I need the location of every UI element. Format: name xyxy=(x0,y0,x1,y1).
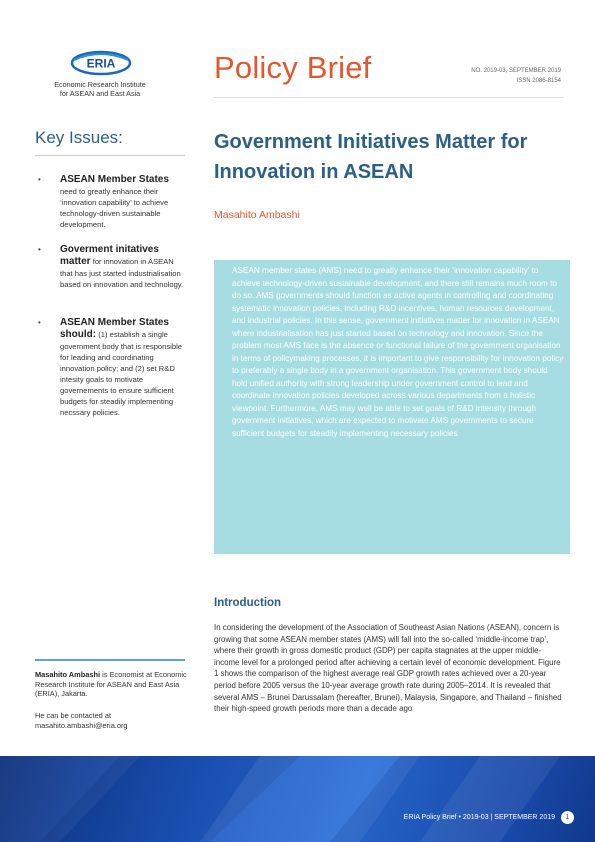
key-issue-text: for innovation in ASEAN that has just started industrialisation based on innovation and technology. xyxy=(60,257,184,289)
introduction-text: In considering the development of the Association of Southeast Asian Nations (ASEAN), concern is growing that some ASEAN member states (AMS) will fall into the so-called ‘middle-income trap’, where their growth in gross domestic product (GDP) per capita stagnates at the upper middle-income level for a prolonged period after achieving a certain level of economic development. Figure 1 shows the comparison of the highest average real GDP growth rates achieved over a 20-year period before 2005 versus the 10-year average growth rate during 2005–2014. It is revealed that several AMS – Brunei Darussalam (hereafter, Brunei), Malaysia, Singapore, and Thailand – finished their high-speed growth periods more than a decade ago xyxy=(214,623,562,714)
key-issue-lead: ASEAN Member States xyxy=(60,174,169,185)
brief-number: NO. 2019-03, SEPTEMBER 2019 xyxy=(471,68,561,74)
logo-text: ERIA xyxy=(86,56,116,71)
author-bio-name: Masahito Ambashi xyxy=(35,670,101,679)
author-contact xyxy=(35,711,187,730)
author-divider xyxy=(35,659,185,661)
contact-label: He can be contacted at xyxy=(35,711,112,720)
contact-email[interactable]: masahito.ambashi@eria.org xyxy=(35,720,128,730)
footer-text: ERIA Policy Brief • 2019-03 | SEPTEMBER 2019 xyxy=(403,814,555,821)
document-title: Government Initiatives Matter for Innovation in ASEAN xyxy=(214,131,528,183)
brief-issn: ISSN 2086-8154 xyxy=(516,78,561,84)
brief-meta xyxy=(440,66,561,86)
institute-name: Economic Research Institute for ASEAN and East Asia xyxy=(54,80,146,98)
author-bio xyxy=(35,670,187,699)
document-author: Masahito Ambashi xyxy=(214,209,300,221)
introduction-heading: Introduction xyxy=(214,597,282,609)
summary-text: ASEAN member states (AMS) need to greatly enhance their ‘innovation capability’ to achieve technology-driven sustainable development, and there still remains much room to do so. AMS governments should function as active agents in controlling and coordinating systematic innovation policies, including R&D incentives, human resources development, and industrial policies. In this sense, government initiatives matter for innovation in ASEAN where industrialisation has just started based on technology and innovation. Since the problem most AMS face is the absence or functional failure of the government organisation in terms of policymaking processes, it is important to give responsibility for innovation policy to preferably a single body in a government organisation. This government body should hold unified authority with strong leadership under government control to lead and coordinate innovation policies developed across various departments from a holistic viewpoint. Furthermore, AMS may well be able to set goals of R&D intensity through government initiatives, which are expected to motivate AMS governments to secure sufficient budgets for steadily implementing necessary policies xyxy=(232,266,564,438)
key-issue-2 xyxy=(38,244,188,290)
page-number: 1 xyxy=(561,811,574,824)
key-issue-3 xyxy=(38,317,188,418)
key-issues-title: Key Issues: xyxy=(35,128,123,147)
footer-pattern xyxy=(0,756,595,842)
key-issue-1 xyxy=(38,174,188,230)
bullet-icon: • xyxy=(38,175,41,184)
bullet-icon: • xyxy=(38,318,41,327)
key-issue-text: need to greatly enhance their ‘innovation capability’ to achieve technology-driven sustainable development. xyxy=(60,187,169,229)
footer-band xyxy=(0,756,595,842)
key-issues-divider xyxy=(35,155,185,156)
author-bio-text: is Economist at Economic Research Institute for ASEAN and East Asia (ERIA), Jakarta. xyxy=(35,670,187,699)
eria-logo xyxy=(70,50,132,76)
header-divider xyxy=(214,97,564,98)
key-issue-text: (1) establish a single government body that is responsible for leading and coordinating innovation policy; and (2) set R&D intesity goals to motivate governements to ensure sufficient budgets for steadily implementing necssary policies. xyxy=(60,330,182,417)
key-issue-lead: Goverment initatives matter xyxy=(60,244,159,267)
brief-label: Policy Brief xyxy=(214,50,372,85)
bullet-icon: • xyxy=(38,245,41,254)
key-issue-lead: ASEAN Member States should: xyxy=(60,317,169,340)
